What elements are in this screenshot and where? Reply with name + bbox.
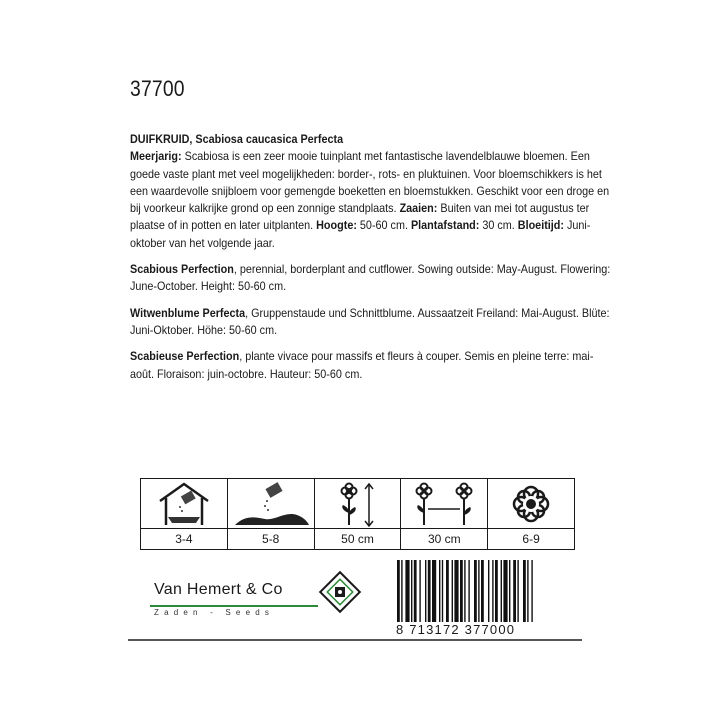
english-description: [130, 261, 616, 296]
brand-tagline: Zaden - Seeds: [154, 608, 275, 617]
icon-cell-spacing: [401, 479, 488, 549]
spacing-label: Plantafstand:: [410, 218, 480, 233]
icon-cell-outdoor: [228, 479, 315, 549]
spacing-text: 30 cm.: [479, 218, 518, 233]
english-name: Scabious Perfection: [130, 262, 234, 277]
height-label: Hoogte:: [316, 218, 357, 233]
dutch-lead-text: Scabiosa is een zeer mooie tuinplant met fantastische lavendelblauwe bloemen. Een goede vaste plant met veel mogelijkheden: border-, rots- en pluktuinen. Voor bloemschikkers is het een waardevolle snijbloem voor gemengde boeketten en bloemstukken. Geschikt voor een droge en bij voorkeur kalkrijke grond op een zonnige standplaats.: [130, 149, 610, 216]
brand-emblem-icon: [318, 570, 362, 614]
bloom-label: Bloeitijd:: [517, 218, 564, 233]
outdoor-sowing-icon: [228, 479, 314, 529]
icon-cell-flowering: [488, 479, 574, 549]
icon-cell-greenhouse: [141, 479, 228, 549]
cultivation-icons-table: [140, 478, 575, 550]
brand-accent-line: [150, 605, 318, 607]
german-description: [130, 305, 616, 340]
french-name: Scabieuse Perfection: [130, 349, 240, 364]
french-description: [130, 348, 616, 383]
bottom-divider: [128, 639, 582, 641]
french-text: , plante vivace pour massifs et fleurs à couper. Semis en pleine terre: mai-août. Floraison: juin-octobre. Hauteur: 50-60 cm.: [130, 349, 594, 381]
sowing-text: Buiten van mei tot augustus ter plaatse of in potten en later uitplanten.: [130, 201, 590, 233]
description-block: [130, 131, 616, 392]
sowing-label: Zaaien:: [399, 201, 438, 216]
bloom-text: Juni-oktober van het volgende jaar.: [130, 218, 591, 250]
icon-label: 30 cm: [427, 532, 461, 546]
german-text: , Gruppenstaude und Schnittblume. Aussaatzeit Freiland: Mai-August. Blüte: Juni-Oktober. Höhe: 50-60 cm.: [130, 305, 610, 337]
perennial-label: Meerjarig:: [130, 149, 182, 164]
icon-label: 5-8: [262, 532, 280, 546]
icon-cell-height: [315, 479, 402, 549]
icon-label: 6-9: [522, 532, 540, 546]
barcode-number: 8 713172 377000: [396, 622, 516, 637]
dutch-description: [130, 131, 616, 252]
plant-spacing-icon: [401, 479, 487, 529]
flowering-icon: [488, 479, 574, 529]
german-name: Witwenblume Perfecta: [130, 305, 246, 320]
greenhouse-sowing-icon: [141, 479, 227, 529]
icon-label: 3-4: [175, 532, 193, 546]
height-text: 50-60 cm.: [356, 218, 411, 233]
icon-label: 50 cm: [341, 532, 374, 546]
dutch-title: DUIFKRUID, Scabiosa caucasica Perfecta: [130, 132, 344, 146]
brand-name: Van Hemert & Co: [154, 581, 283, 598]
product-code: 37700: [130, 76, 185, 101]
plant-height-icon: [315, 479, 401, 529]
english-text: , perennial, borderplant and cutflower. Sowing outside: May-August. Flowering: June-October. Height: 50-60 cm.: [130, 262, 611, 294]
brand-logo: [150, 575, 318, 619]
barcode-icon: [396, 560, 572, 622]
